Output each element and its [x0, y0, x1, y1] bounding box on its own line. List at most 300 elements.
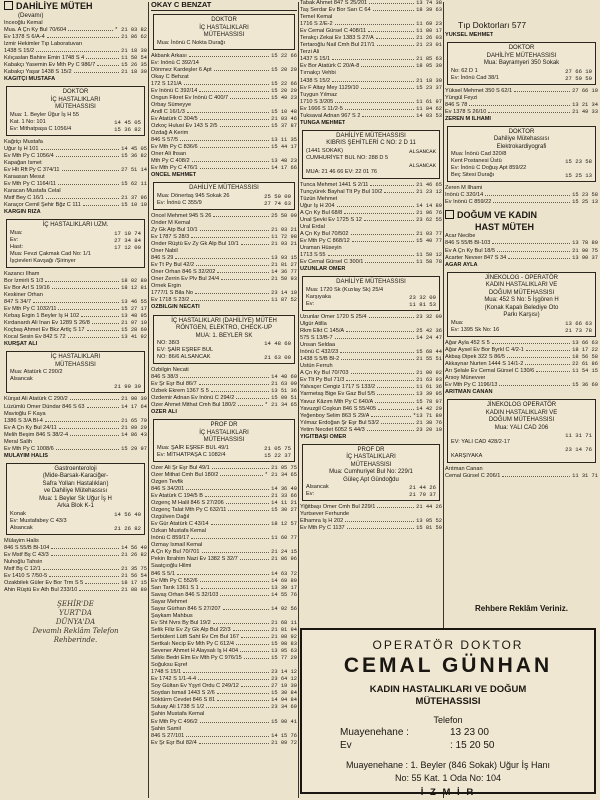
listing-phone: 15 22 66: [271, 80, 297, 87]
listing-phone: 23 20 10: [416, 426, 442, 433]
advert-line: Ev: 1395 Sk No: 16 21 73 78: [451, 326, 592, 334]
advert-box: DOKTOR DAHİLİYE MÜTEHASSISI Mua: Bayramyeri 350 Sokak No: 62 D 1 27 66 10 Ev: İnönü Cad 38/1 27 59 50: [447, 42, 596, 85]
listing-row: [4, 418, 147, 425]
listing-row: [151, 60, 297, 67]
listing-row: [4, 411, 147, 418]
dot-leader: [345, 521, 414, 522]
dot-leader: [191, 300, 269, 301]
listing-phone: 21 93 21: [271, 226, 297, 233]
listing-phone: 22 61 86: [572, 360, 598, 367]
entry-heading: [300, 120, 442, 127]
listing-row: [300, 342, 442, 349]
listing-row: [151, 592, 297, 599]
listing-row: [4, 404, 147, 411]
dot-leader: [62, 170, 120, 171]
advert-box: DAHİLİYE MÜTEHASSISI Mua: 1720 Sk (Kızılay Sk) 25/4 Karşıyaka 23 32 09 Ev: 11 81 53: [302, 276, 440, 311]
listing-name: Ev Mth Py C 476/1: [151, 165, 198, 172]
dot-leader: [238, 405, 263, 406]
listing-name: Andl C 16/1/3: [151, 108, 185, 115]
listing-phone: 15 30 27: [271, 507, 297, 514]
dot-leader: [346, 331, 414, 332]
listing-phone: * 21 34 65: [264, 402, 297, 409]
listing-name: Ev Mth Py C 1137: [300, 525, 345, 532]
dot-leader: [49, 576, 119, 577]
dot-leader: [369, 317, 415, 318]
listing-phone: 15 20 20: [271, 87, 297, 94]
listing-row: [151, 549, 297, 556]
listing-name: Akbaş Dipek 322 S 86/5: [445, 353, 506, 360]
listing-phone: 21 97 19: [121, 320, 147, 327]
entry-heading: [300, 266, 442, 273]
listing-name: Özer Ahmet Mithat Cmh Bul 180/2: [151, 402, 236, 409]
listing-name: Ev 1787 S 28/3: [151, 233, 190, 240]
advert-box: DOKTOR Dahiliye Mütehassısı Elektrokardiyografi Mua: İnönü Cad 320/8 Kent Postanesi Üstü 15 23 58 Ev: İnönü C Doğuş Apt 859/22 Beç Sitesi Durağı 15 25 13: [447, 126, 596, 183]
listing-name: 1438 S 15/2: [300, 77, 331, 84]
advert-box: DOKTOR İÇ HASTALIKLARI MÜTEHASSISI Mua: İnönü C Nokta Durağı: [153, 14, 295, 50]
listing-row: [300, 427, 442, 434]
listing-row: [4, 566, 147, 573]
listing-name: 1437 S 15/1: [300, 56, 331, 63]
listing-name: 1713 S 55: [300, 252, 326, 259]
listing-name: Zeren M İlhami: [445, 185, 483, 192]
dot-leader: [221, 279, 269, 280]
listing-phone: 21 09 29: [121, 424, 147, 431]
listing-row: [300, 511, 442, 518]
listing-name: 1438 S 15/2: [4, 48, 35, 55]
entry-heading: [4, 341, 147, 348]
listing-name: Dönmez Kardeşler 6 Apt: [151, 66, 212, 73]
listing-row: [151, 165, 297, 172]
advert-line: Mua: Dönertaş 945 Sokak 26 25 50 09: [157, 192, 291, 200]
listing-row: [445, 95, 598, 102]
dot-leader: [367, 430, 414, 431]
checkbox-square-icon: [445, 210, 454, 219]
listing-name: Ev İnönü C 859/22: [445, 199, 492, 206]
listing-row: [4, 587, 147, 594]
listing-phone: 11 69 23: [416, 21, 442, 28]
listing-phone: 21 65 79: [121, 417, 147, 424]
advert-box: JİNEKOLOG OPERATÖR KADIN HASTALIKLARI VE DOĞUM MÜTEHASSISI Mua: YALI CAD 206 11 31 71 EV: YALI CAD 428/2-17 23 14 76 KARŞIYAKA: [447, 399, 596, 463]
listing-name: Mülayim Halis: [4, 537, 39, 544]
listing-name: Örnek Ergin: [151, 283, 181, 290]
listing-row: [4, 146, 147, 153]
advert-line: Alsancak 21 44 26: [306, 484, 436, 492]
advert-line: Ev: Mithatpaşa C 1056/4 15 36 82: [10, 125, 141, 133]
advert-line: No: 62 D 1 27 66 10: [451, 67, 592, 75]
listing-row: [300, 210, 442, 217]
listing-name: Mstf Bey C 16/1: [4, 195, 44, 202]
dot-leader: [241, 244, 269, 245]
listing-name: 846 S 55/B Bl-104: [4, 544, 50, 551]
dot-leader: [352, 241, 414, 242]
listing-phone: 18 12 81: [121, 285, 147, 292]
dot-leader: [56, 449, 119, 450]
listing-row: [445, 199, 598, 206]
dot-leader: [211, 524, 270, 525]
listing-row: [151, 606, 297, 613]
listing-row: [151, 465, 297, 472]
listing-row: [151, 528, 297, 535]
listing-name: Şaykam Mahbus: [151, 612, 193, 619]
listing-row: [300, 99, 442, 106]
dot-leader: [240, 559, 269, 560]
listing-row: [151, 634, 297, 641]
listing-name: YİĞİTBAŞI ÖMER: [300, 433, 347, 440]
listing-name: Bor İzmirli S 1/3: [4, 277, 44, 284]
advert-name: CEMAL GÜNHAN: [343, 654, 553, 677]
listing-phone: 15 26 35: [121, 62, 147, 69]
listing-phone: 14 17 64: [121, 403, 147, 410]
advert-line: Beç Sitesi Durağı 15 25 13: [451, 172, 592, 180]
listing-group: [445, 466, 598, 480]
dot-leader: [86, 58, 119, 59]
listing-row: [300, 7, 442, 14]
listing-row: [4, 285, 147, 292]
advert-city: İ Z M İ R: [420, 787, 476, 798]
dot-leader: [525, 364, 570, 365]
dot-leader: [200, 119, 269, 120]
listing-name: Sayar Gürhan 846 S 27/207: [151, 605, 221, 612]
listing-row: [300, 85, 442, 92]
listing-phone: 15 10 48: [271, 108, 297, 115]
listing-phone: 14 14 89: [416, 202, 442, 209]
listing-phone: 14 36 77: [271, 269, 297, 276]
listing-row: [4, 174, 147, 181]
advert-line: 21 90 39: [114, 383, 141, 391]
dot-leader: [371, 416, 410, 417]
listing-phone: 15 68 44: [416, 349, 442, 356]
listing-phone: 21 90 39: [121, 396, 147, 403]
dot-leader: [370, 185, 414, 186]
advert-line: 11 31 71: [565, 432, 592, 440]
listing-name: Rkm Elkt C 145/A: [300, 328, 345, 335]
listing-name: Sertkalı Necip Ev Mth Py C 612/4: [151, 641, 235, 647]
listing-name: Arı Şelale Ev Cemal Gürsel C 130/6: [445, 367, 535, 374]
listing-row: [151, 116, 297, 123]
advert-box: DOKTOR İÇ HASTALIKLARI MÜTEHASSISI Mua: 1. Beyler Üğur İş H 55 Kat. 1 No: 101 14 45 05 Ev: Mithatpaşa C 1056/4 15 36 82: [6, 86, 145, 136]
listing-name: Yüngül Feyzi: [445, 94, 478, 101]
advert-phone-home: Ev : 15 20 50: [340, 740, 495, 751]
listing-phone: 14 48 60: [271, 374, 297, 381]
dot-leader: [70, 399, 119, 400]
listing-name: Önder M Kemal: [151, 219, 191, 226]
listing-phone: 15 27 17: [121, 306, 147, 313]
dot-leader: [228, 510, 269, 511]
listing-row: [151, 276, 297, 283]
promo-banner: Rehbere Reklâm Veriniz.: [475, 604, 568, 613]
listing-name: Öncel Mehmet 945 S 26: [151, 212, 212, 219]
advert-line: Ev: 11 81 53: [306, 300, 436, 308]
listing-phone: 21 96 76: [416, 210, 442, 217]
listing-name: Yüksel Mehmet 350 S 62/1: [445, 87, 513, 94]
listing-row: [151, 556, 297, 563]
listing-name: Tertaroğlu Nail Cmh Bul 217/1: [300, 42, 375, 49]
dot-leader: [36, 51, 119, 52]
listing-phone: 14 11 21: [271, 500, 297, 507]
dot-leader: [46, 198, 119, 199]
dot-leader: [514, 91, 570, 92]
listing-row: [151, 123, 297, 130]
dot-leader: [244, 658, 269, 659]
dot-leader: [68, 30, 112, 31]
listing-phone: 21 08 92: [271, 633, 297, 640]
listing-name: Ev Hlt Rft Py C 374/11: [4, 167, 60, 174]
listing-row: [151, 563, 297, 570]
listing-row: [151, 535, 297, 542]
section-heading: DOĞUM VE KADIN: [445, 209, 598, 221]
listing-row: [151, 395, 297, 402]
listing-phone: 14 56 40: [121, 544, 147, 551]
listing-row: [445, 240, 598, 247]
listing-name: Öner Zerrin Ev Plv Bul 24/4: [151, 276, 220, 283]
listing-row: [300, 321, 442, 328]
listing-row: [300, 28, 442, 35]
listing-row: [151, 227, 297, 234]
listing-group: [445, 340, 598, 396]
listing-row: [300, 42, 442, 49]
listing-row: [151, 255, 297, 262]
listing-group: [445, 88, 598, 123]
dot-leader: [365, 262, 414, 263]
advert-line: ALSANCAK: [409, 161, 436, 169]
listing-row: [4, 432, 147, 439]
advert-line: Mua: İnönü Cad 320/8: [451, 151, 507, 158]
listing-name: Yetim Necdet 6052 S 44/3: [300, 426, 365, 433]
advert-line: Mua: 1. Beyler Üğur İş H 55: [10, 111, 80, 118]
listing-name: Karaçor Cemil Şehir Bğz C 111: [4, 202, 81, 209]
advert-line: Mua: Fevzi Çakmak Cad No: 1/1: [10, 250, 91, 257]
listing-name: Ev Atatürk C 194/5 B: [151, 493, 203, 500]
entry-heading: [151, 304, 297, 311]
listing-row: [4, 160, 147, 167]
dot-leader: [369, 3, 414, 4]
listing-row: [300, 363, 442, 370]
listing-row: [151, 571, 297, 578]
listing-phone: 15 49 23: [271, 94, 297, 101]
advert-line: Ev: İnönü C 355/9 27 74 63: [157, 199, 291, 207]
listing-row: [151, 88, 297, 95]
dot-leader: [230, 98, 269, 99]
dot-leader: [236, 644, 269, 645]
listing-name: Özdemir Adnan Ev İnönü C 294/2: [151, 395, 235, 402]
listing-phone: 15 29 97: [121, 445, 147, 452]
listing-row: [4, 327, 147, 334]
advert-line: Kent Postanesi Üstü 15 23 58: [451, 158, 592, 166]
dot-leader: [335, 102, 414, 103]
dot-leader: [347, 528, 414, 529]
listing-name: Soğuksu Eşref: [151, 662, 188, 669]
listing-phone: 21 88 80: [121, 587, 147, 594]
listing-phone: 23 14 12: [271, 669, 297, 676]
listing-name: 1710 S 3/205: [300, 98, 334, 105]
dot-leader: [83, 205, 119, 206]
advert-phone-label: Telefon: [433, 715, 463, 725]
listing-phone: 21 33 66: [271, 493, 297, 500]
listing-row: [4, 34, 147, 41]
listing-name: Ev Cemal Gürsel C 408/11: [300, 28, 367, 35]
listing-name: Tabak Ahmet 847 S 25/201: [300, 0, 368, 6]
listing-name: Ev Sht Nvrs By Bul 19/2: [151, 619, 211, 626]
listing-name: Ev Şr Eşr Bul 82/4: [151, 739, 197, 746]
dot-leader: [191, 538, 269, 539]
listing-phone: 14 36 49: [271, 485, 297, 492]
listing-phone: 13 78 80: [572, 240, 598, 247]
advert-line: Ev: İnönü C Doğuş Apt 859/22: [451, 165, 527, 172]
dot-leader: [41, 149, 120, 150]
dot-leader: [492, 343, 570, 344]
listing-phone: 15 10 10: [121, 202, 147, 209]
listing-phone: 15 25 13: [572, 199, 598, 206]
listing-name: Kılıçaslan Bahire Emin 1748 S 4: [4, 55, 85, 62]
listing-name: Sevener Ahmet H Alaysalı İş H 404: [151, 648, 239, 655]
dot-leader: [68, 337, 120, 338]
listing-name: Terzi Ali: [300, 49, 320, 56]
listing-name: Okay C Behzat: [151, 73, 189, 80]
listing-phone: 11 54 15: [572, 367, 598, 374]
listing-row: [300, 384, 442, 391]
dot-leader: [508, 258, 570, 259]
listing-row: [4, 545, 147, 552]
listing-name: Serbülent Lütfi Saht Ev Cm Bul 167: [151, 633, 239, 640]
listing-row: [151, 542, 297, 549]
dot-leader: [377, 394, 414, 395]
dot-leader: [373, 10, 415, 11]
listing-phone: 15 36 60: [572, 381, 598, 388]
listing-row: [300, 14, 442, 21]
dot-leader: [87, 407, 120, 408]
listing-row: [151, 500, 297, 507]
dot-leader: [469, 105, 570, 106]
listing-name: Karaasan Mesut: [4, 174, 45, 181]
dot-leader: [183, 672, 269, 673]
listing-name: Koçbaş Ahmet Ev Bkz Artlç S 17: [4, 327, 85, 334]
listing-name: Ev Bor Atatürk C 20/A-8: [300, 63, 360, 70]
dot-leader: [492, 243, 570, 244]
checkbox-square-icon: [4, 1, 13, 10]
advert-line: Ev: 27 34 84: [10, 236, 141, 244]
listing-name: Arıtman Canan: [445, 466, 483, 473]
listing-row: [151, 507, 297, 514]
listing-phone: 21 90 75: [572, 247, 598, 254]
listing-name: A Çn Ky Bul 70/701: [151, 549, 200, 556]
advert-address: Muayenehane : 1. Beyler (846 Sokak) Uğur İş Hanı No: 55 Kat. 1 Oda No: 104: [345, 760, 551, 783]
dot-leader: [195, 293, 269, 294]
dot-leader: [201, 588, 269, 589]
listing-row: [151, 669, 297, 676]
listing-name: ÖNCEL MEHMET: [151, 172, 197, 179]
listing-row: [300, 328, 442, 335]
listing-name: 1386 S 3/A Bl-4: [4, 417, 43, 424]
listing-phone: 27 66 10: [572, 87, 598, 94]
listing-phone: 11 84 62: [416, 105, 442, 112]
listing-name: Tırnakçı Vehbi: [300, 70, 336, 77]
listing-row: [300, 420, 442, 427]
dot-leader: [341, 359, 414, 360]
listing-name: Nuhoğlu Tahsin: [4, 559, 43, 566]
page-number: 577: [511, 20, 527, 30]
listing-group: [300, 0, 442, 127]
listing-row: [445, 473, 598, 480]
listing-name: Söktürm Cevdet 846 S 81: [151, 697, 216, 704]
listing-name: Ev Mth Py C 1032/11: [4, 306, 57, 313]
listing-name: Ev Bor Arl S 19/16: [4, 285, 50, 292]
listing-row: [4, 62, 147, 69]
listing-row: [151, 381, 297, 388]
listing-row: [300, 518, 442, 525]
listing-name: Sarı Tarık 1361 S 1: [151, 584, 199, 591]
advert-box: PROF DR İÇ HASTALIKLARI MÜTEHASSISI Mua: Cumhuriyet Bul No: 229/1 Güleç Apt Gündoğdu Alsancak 21 44 26 Ev: 21 70 37: [302, 444, 440, 502]
listing-row: [4, 271, 147, 278]
listing-name: 846 S 38/3: [151, 374, 179, 381]
dot-leader: [493, 202, 570, 203]
dot-leader: [376, 38, 414, 39]
dot-leader: [220, 475, 262, 476]
listing-name: KARGIN RIZA: [4, 209, 41, 216]
dot-leader: [340, 352, 414, 353]
dot-leader: [184, 84, 269, 85]
listing-group: [4, 271, 147, 349]
dot-leader: [177, 574, 269, 575]
dot-leader: [368, 31, 414, 32]
dot-leader: [97, 65, 119, 66]
dot-leader: [187, 112, 269, 113]
dot-leader: [200, 581, 269, 582]
listing-phone: 15 98 83: [271, 641, 297, 647]
listing-name: Ev 1378 S 6/A-4: [4, 34, 45, 41]
listing-row: [151, 627, 297, 634]
listing-row: [151, 248, 297, 255]
dot-leader: [377, 507, 414, 508]
listing-name: 1716 S 2/E-2: [300, 21, 333, 28]
dot-leader: [79, 590, 119, 591]
listing-name: Ural Erdal: [300, 224, 325, 231]
dot-leader: [52, 288, 119, 289]
listing-name: Özakbilek Güler Ev Bor Trm S 5: [4, 580, 84, 587]
dot-leader: [198, 679, 269, 680]
listing-name: 846 S 5/1: [151, 570, 175, 577]
listing-phone: 14 55 76: [271, 591, 297, 598]
listing-name: Özmay İsmail Kemal: [151, 542, 203, 549]
listing-phone: 23 34 69: [271, 704, 297, 711]
dot-leader: [202, 552, 270, 553]
dot-leader: [211, 391, 269, 392]
listing-row: [151, 241, 297, 248]
listing-row: [4, 306, 147, 313]
listing-name: Ev Mth Py C 1008/6: [4, 445, 54, 452]
advert-line: İşçievleri Kavşağı /Şirinyer: [10, 257, 76, 264]
listing-row: [151, 711, 297, 718]
dot-leader: [45, 281, 119, 282]
dot-leader: [344, 213, 414, 214]
listing-name: Ev Mstf Bş C 43/3: [4, 551, 49, 558]
listing-row: [445, 233, 598, 240]
dot-leader: [351, 234, 415, 235]
listing-phone: 15 77 29: [271, 655, 297, 662]
listing-row: [445, 466, 598, 473]
listing-row: [300, 252, 442, 259]
listing-name: Ev Mth Py C 552/6: [151, 577, 198, 584]
advert-line: Ev: İnönü Cad 38/1 27 59 50: [451, 74, 592, 82]
promo-slogan: ŞEHİR'DE YURT'DA DÜNYA'DA Devamlı Reklâm Telefon Rehberinde.: [32, 600, 119, 645]
listing-name: Suluay Ali 1738 S 1/2: [151, 704, 205, 711]
listing-phone: 14 24 47: [416, 335, 442, 342]
listing-name: ÖZER ALİ: [151, 409, 177, 416]
listing-phone: 21 03 77: [416, 231, 442, 238]
listing-phone: 21 86 62: [121, 34, 147, 41]
listing-phone: 15 23 37: [416, 84, 442, 91]
dot-leader: [47, 37, 119, 38]
listing-name: Terakçı Zekai Ev 1383 S 27/A: [300, 35, 374, 42]
